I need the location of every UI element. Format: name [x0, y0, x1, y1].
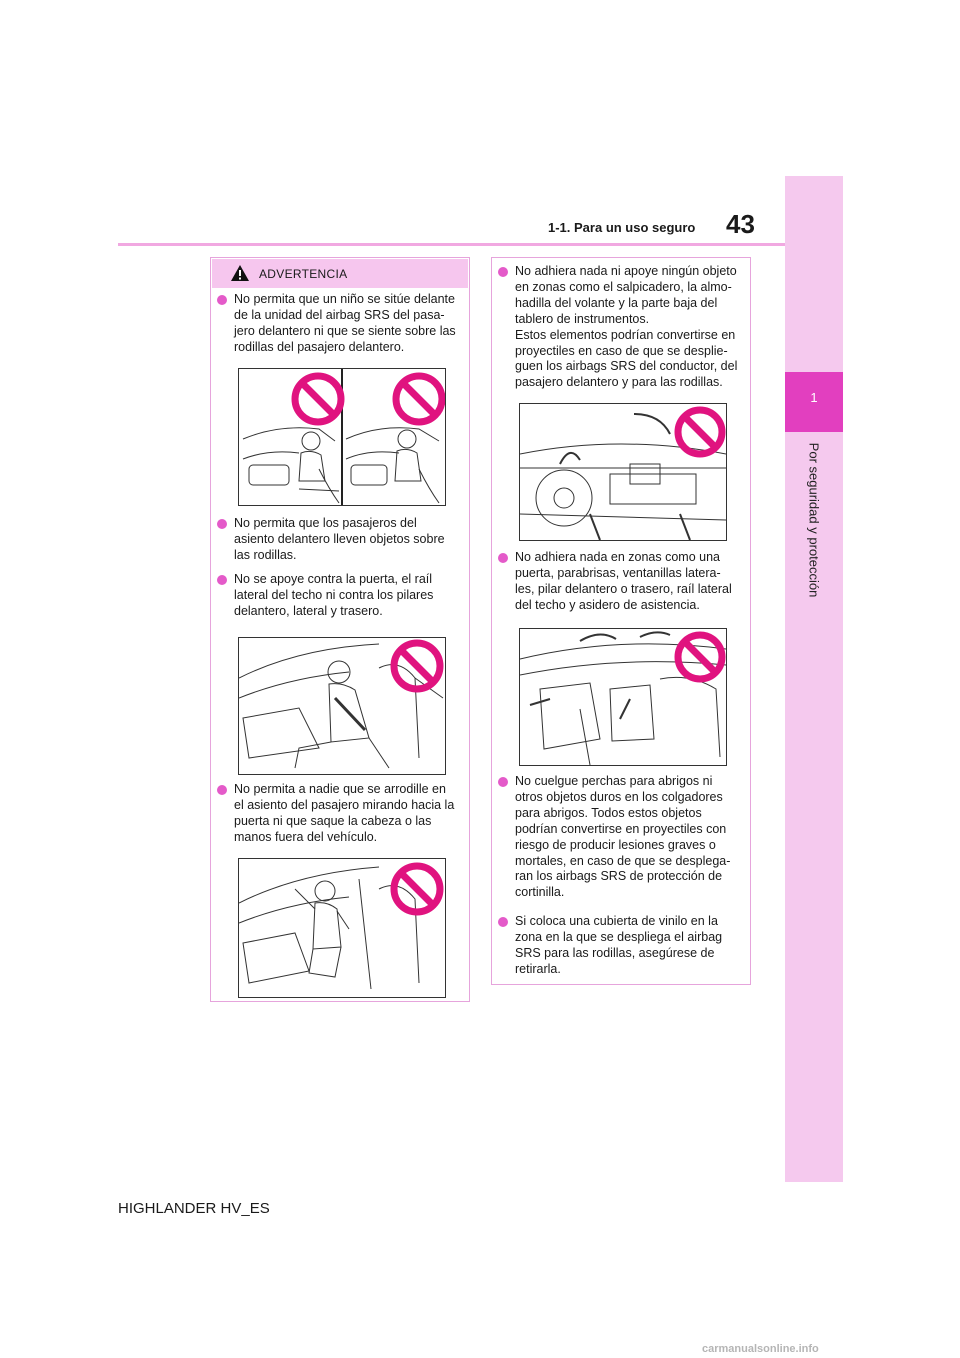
chapter-tab: [785, 176, 843, 1182]
bullet-icon: [498, 553, 508, 563]
section-title: 1-1. Para un uso seguro: [548, 220, 696, 235]
page-number: 43: [726, 209, 755, 239]
chapter-title: Por seguridad y protección: [806, 442, 822, 598]
illustration-child-airbag: [238, 368, 446, 506]
list-item: [217, 292, 480, 356]
bullet-icon: [498, 777, 508, 787]
dashboard-drawing: [520, 404, 726, 540]
list-item-text: No adhiera nada en zonas como una puerta, parabrisas, ventanillas latera- les, pilar delantero o trasero, raíl lateral del techo y asidero de asistencia.: [515, 550, 732, 612]
list-item: [217, 782, 480, 846]
list-item-text: Si coloca una cubierta de vinilo en la zona en la que se despliega el airbag SRS para las rodillas, asegúrese de retirarla.: [515, 914, 723, 976]
chapter-number: 1: [810, 390, 818, 405]
kneeling-seat-drawing: [239, 859, 445, 997]
watermark: carmanualsonline.info: [702, 1343, 819, 1355]
leaning-door-drawing: [239, 638, 445, 774]
bullet-icon: [217, 785, 227, 795]
warning-box-right: [491, 257, 751, 985]
list-item-text: No permita que un niño se sitúe delante de la unidad del airbag SRS del pasa- jero delantero ni que se siente sobre las rodillas del pasajero delantero.: [234, 292, 456, 354]
warning-triangle-icon: [230, 264, 250, 282]
bullet-icon: [498, 917, 508, 927]
list-item: [498, 550, 761, 614]
list-item-text: No se apoye contra la puerta, el raíl lateral del techo ni contra los pilares delantero, lateral y trasero.: [234, 572, 434, 618]
list-item: [217, 572, 480, 620]
list-item: [498, 264, 761, 391]
bullet-icon: [217, 519, 227, 529]
interior-roof-drawing: [520, 629, 726, 765]
illustration-dashboard: [519, 403, 727, 541]
bullet-icon: [217, 295, 227, 305]
illustration-leaning-door: [238, 637, 446, 775]
list-item: [498, 914, 761, 978]
warning-title: ADVERTENCIA: [259, 267, 348, 281]
footer-model: HIGHLANDER HV_ES: [118, 1200, 270, 1217]
list-item: [498, 774, 761, 901]
list-item-text: No cuelgue perchas para abrigos ni otros objetos duros en los colgadores para abrigos. Todos estos objetos podrían convertirse en proyectiles con riesgo de producir lesiones graves o mortales, en caso de que se desplega- ran los airbags SRS de protección de cortinilla.: [515, 774, 731, 900]
illustration-kneeling-seat: [238, 858, 446, 998]
bullet-icon: [498, 267, 508, 277]
bullet-icon: [217, 575, 227, 585]
warning-header: [212, 259, 468, 288]
child-airbag-drawing: [239, 369, 445, 505]
list-item: [217, 516, 480, 564]
list-item-text: No adhiera nada ni apoye ningún objeto en zonas como el salpicadero, la almo- hadilla del volante y la parte baja del tablero de instrumentos. Estos elementos podrían convertirse en proyectiles en caso de que se desplie- guen los airbags SRS del conductor, del pasajero delantero y para las rodillas.: [515, 264, 738, 390]
list-item-text: No permita que los pasajeros del asiento delantero lleven objetos sobre las rodillas.: [234, 516, 445, 562]
list-item-text: No permita a nadie que se arrodille en el asiento del pasajero mirando hacia la puerta ni que saque la cabeza o las manos fuera del vehículo.: [234, 782, 455, 844]
header-rule: [118, 243, 785, 246]
warning-box-left: [210, 257, 470, 1002]
illustration-interior-roof: [519, 628, 727, 766]
